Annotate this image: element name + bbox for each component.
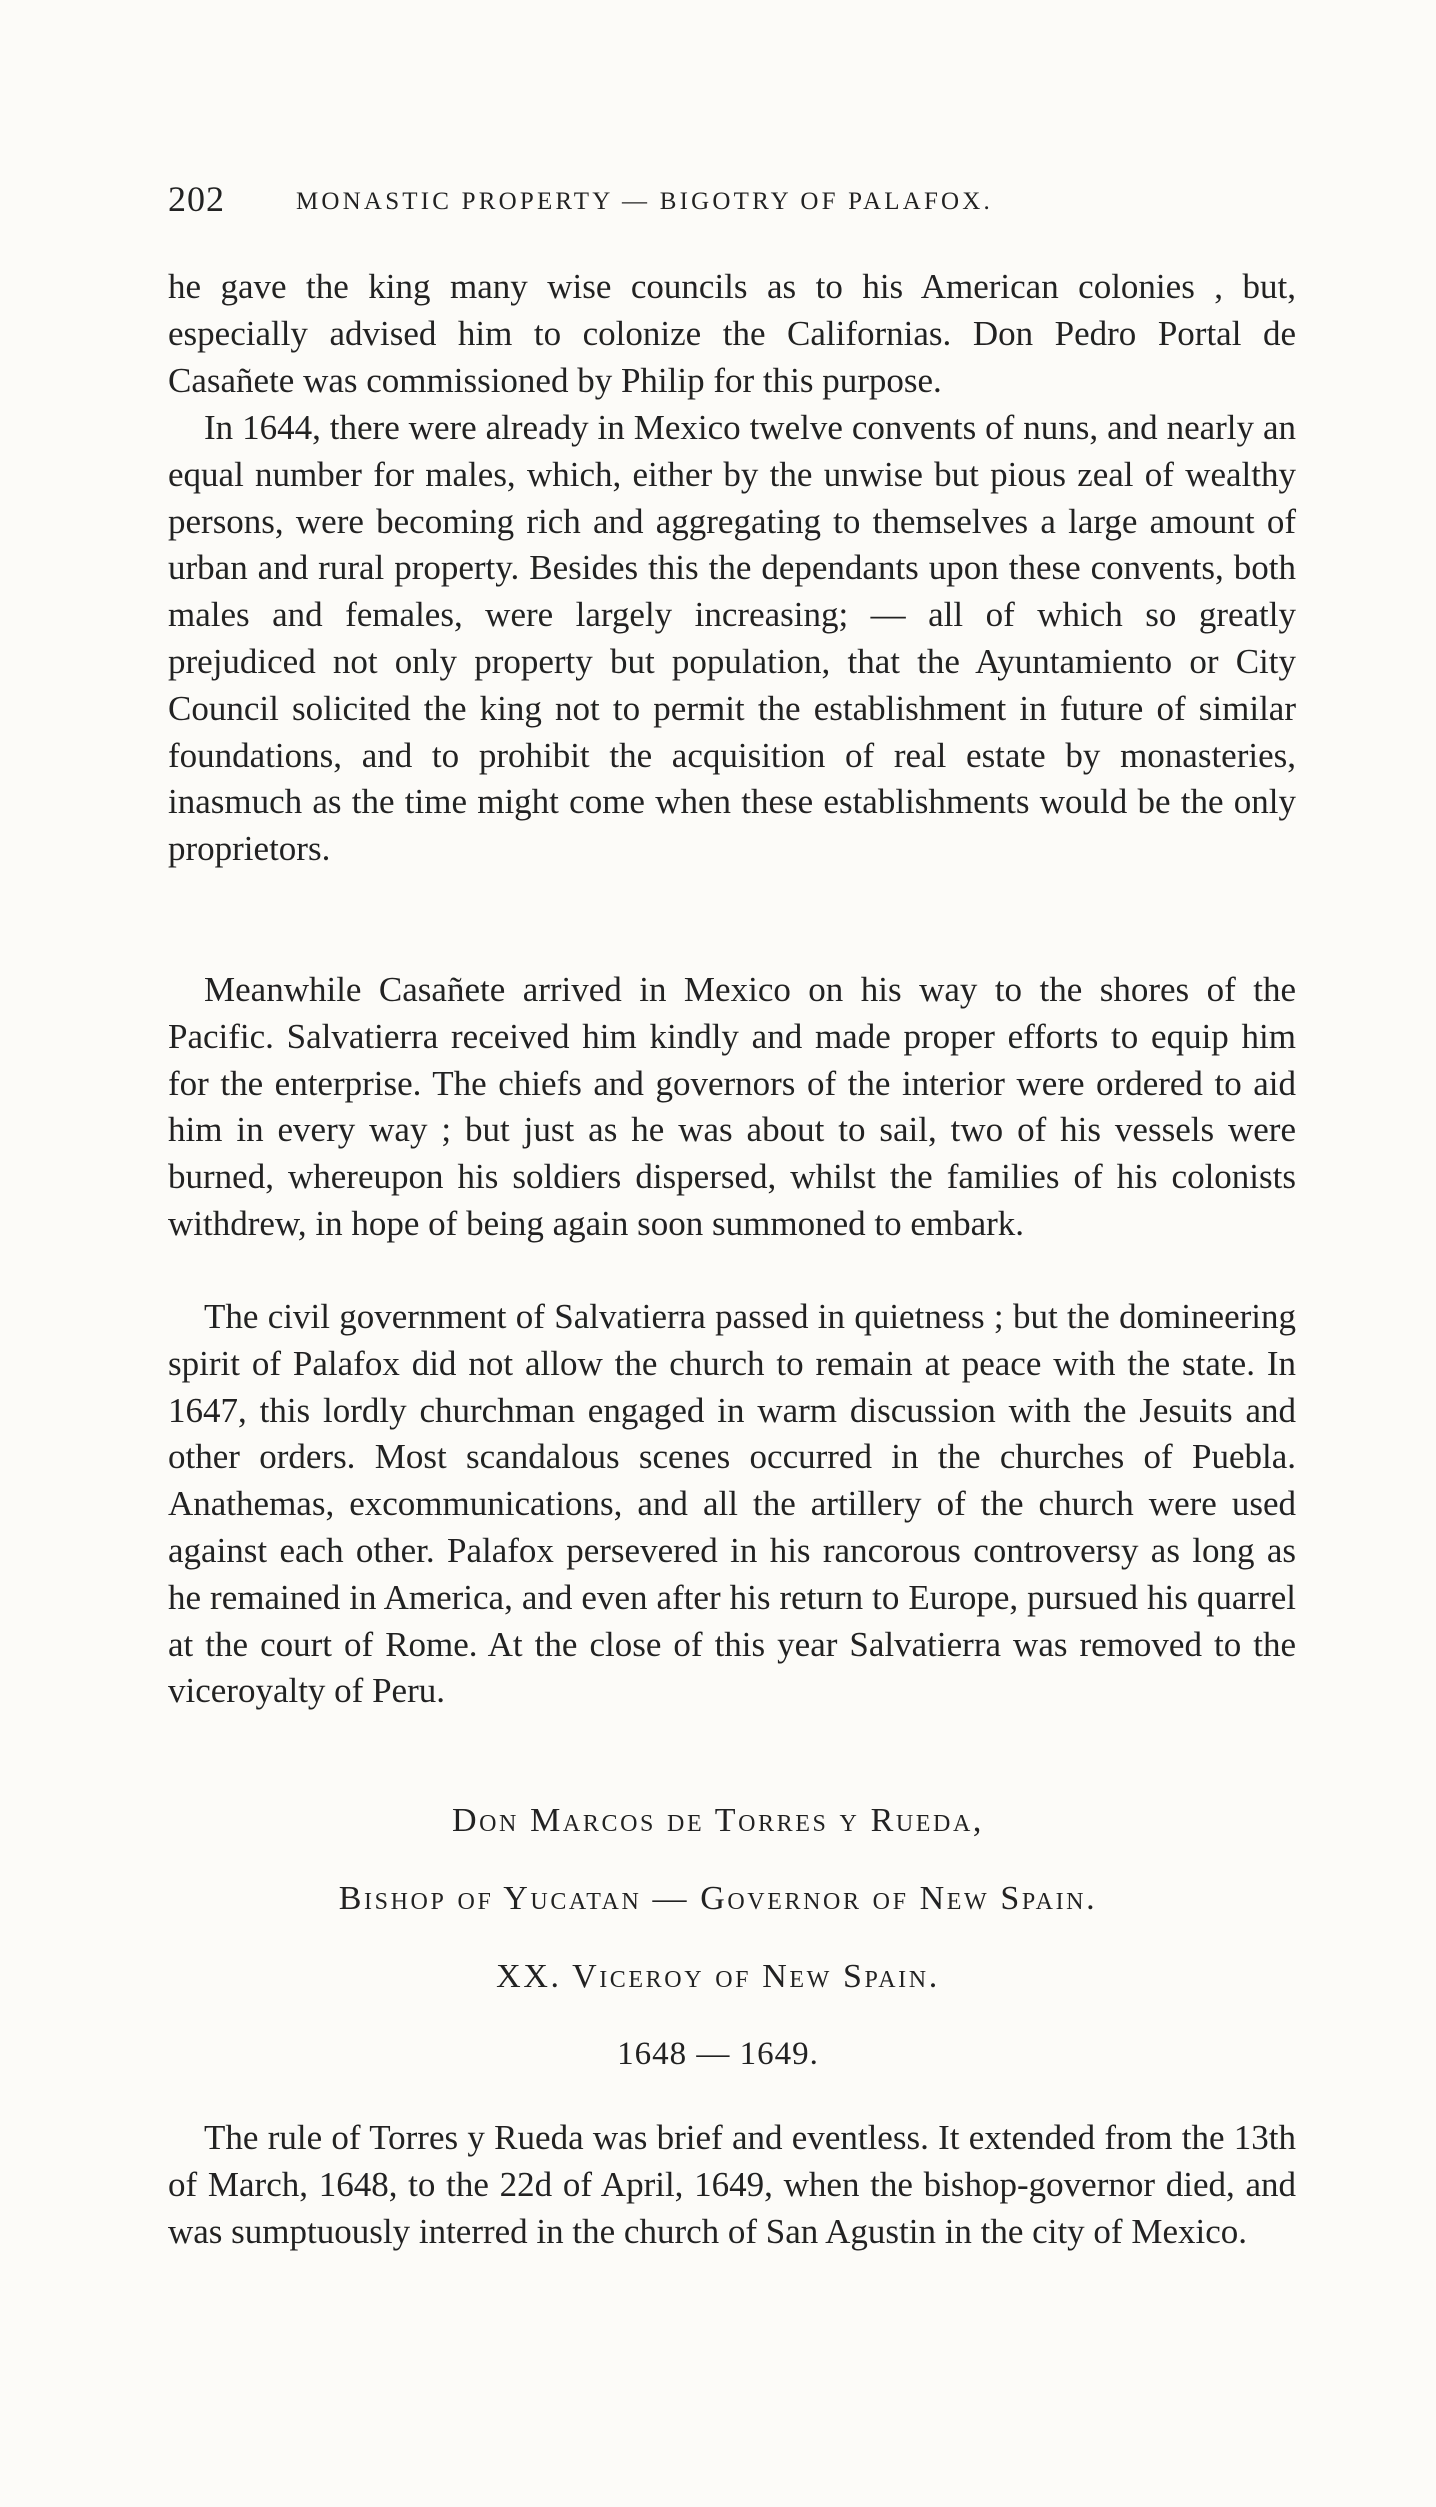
heading-viceroy: XX. Viceroy of New Spain. — [496, 1958, 940, 1995]
heading-title: Bishop of Yucatan — Governor of New Spain. — [338, 1880, 1098, 1917]
heading-name: Don Marcos de Torres y Rueda, — [451, 1802, 985, 1839]
page-number: 202 — [168, 179, 225, 219]
paragraph-4: The civil government of Salvatierra passed in quietness ; but the domineering spirit of Palafox did not allow the church to remain at peace with the state. In 1647, this lordly churchman engaged in warm discussion with the Jesuits and other orders. Most scandalous scenes occurred in the churches of Puebla. Anathemas, excommunications, and all the artillery of the church were used against each other. Palafox persevered in his rancorous controversy as long as he remained in America, and even after his return to Europe, pursued his quarrel at the court of Rome. At the close of this year Salvatierra was removed to the viceroyalty of Peru. — [168, 1297, 1296, 1711]
paragraph-1: he gave the king many wise councils as to his American colonies , but, especially advised him to colonize the Californias. Don Pedro Portal de Casañete was commissioned by Philip for this purpose. — [168, 267, 1296, 400]
running-head: MONASTIC PROPERTY — BIGOTRY OF PALAFOX. — [296, 188, 994, 215]
paragraph-2: In 1644, there were already in Mexico twelve convents of nuns, and nearly an equal number for males, which, either by the unwise but pious zeal of wealthy persons, were becoming rich and aggregating to themselves a large amount of urban and rural property. Besides this the dependants upon these convents, both males and females, were largely increasing; — all of which so greatly prejudiced not only property but population, that the Ayuntamiento or City Council solicited the king not to permit the establishment in future of similar foundations, and to prohibit the acquisition of real estate by monasteries, inasmuch as the time might come when these establishments would be the only proprietors. — [168, 408, 1296, 869]
paragraph-5: The rule of Torres y Rueda was brief and eventless. It extended from the 13th of March, 1648, to the 22d of April, 1649, when the bishop-governor died, and was sumptuously interred in the church of San Agustin in the city of Mexico. — [168, 2118, 1296, 2251]
paragraph-3: Meanwhile Casañete arrived in Mexico on his way to the shores of the Pacific. Salvatierra received him kindly and made proper efforts to equip him for the enterprise. The chiefs and governors of the interior were ordered to aid him in every way ; but just as he was about to sail, two of his vessels were burned, whereupon his soldiers dispersed, whilst the families of his colonists withdrew, in hope of being again soon summoned to embark. — [168, 970, 1296, 1243]
heading-years: 1648 — 1649. — [617, 2036, 819, 2072]
